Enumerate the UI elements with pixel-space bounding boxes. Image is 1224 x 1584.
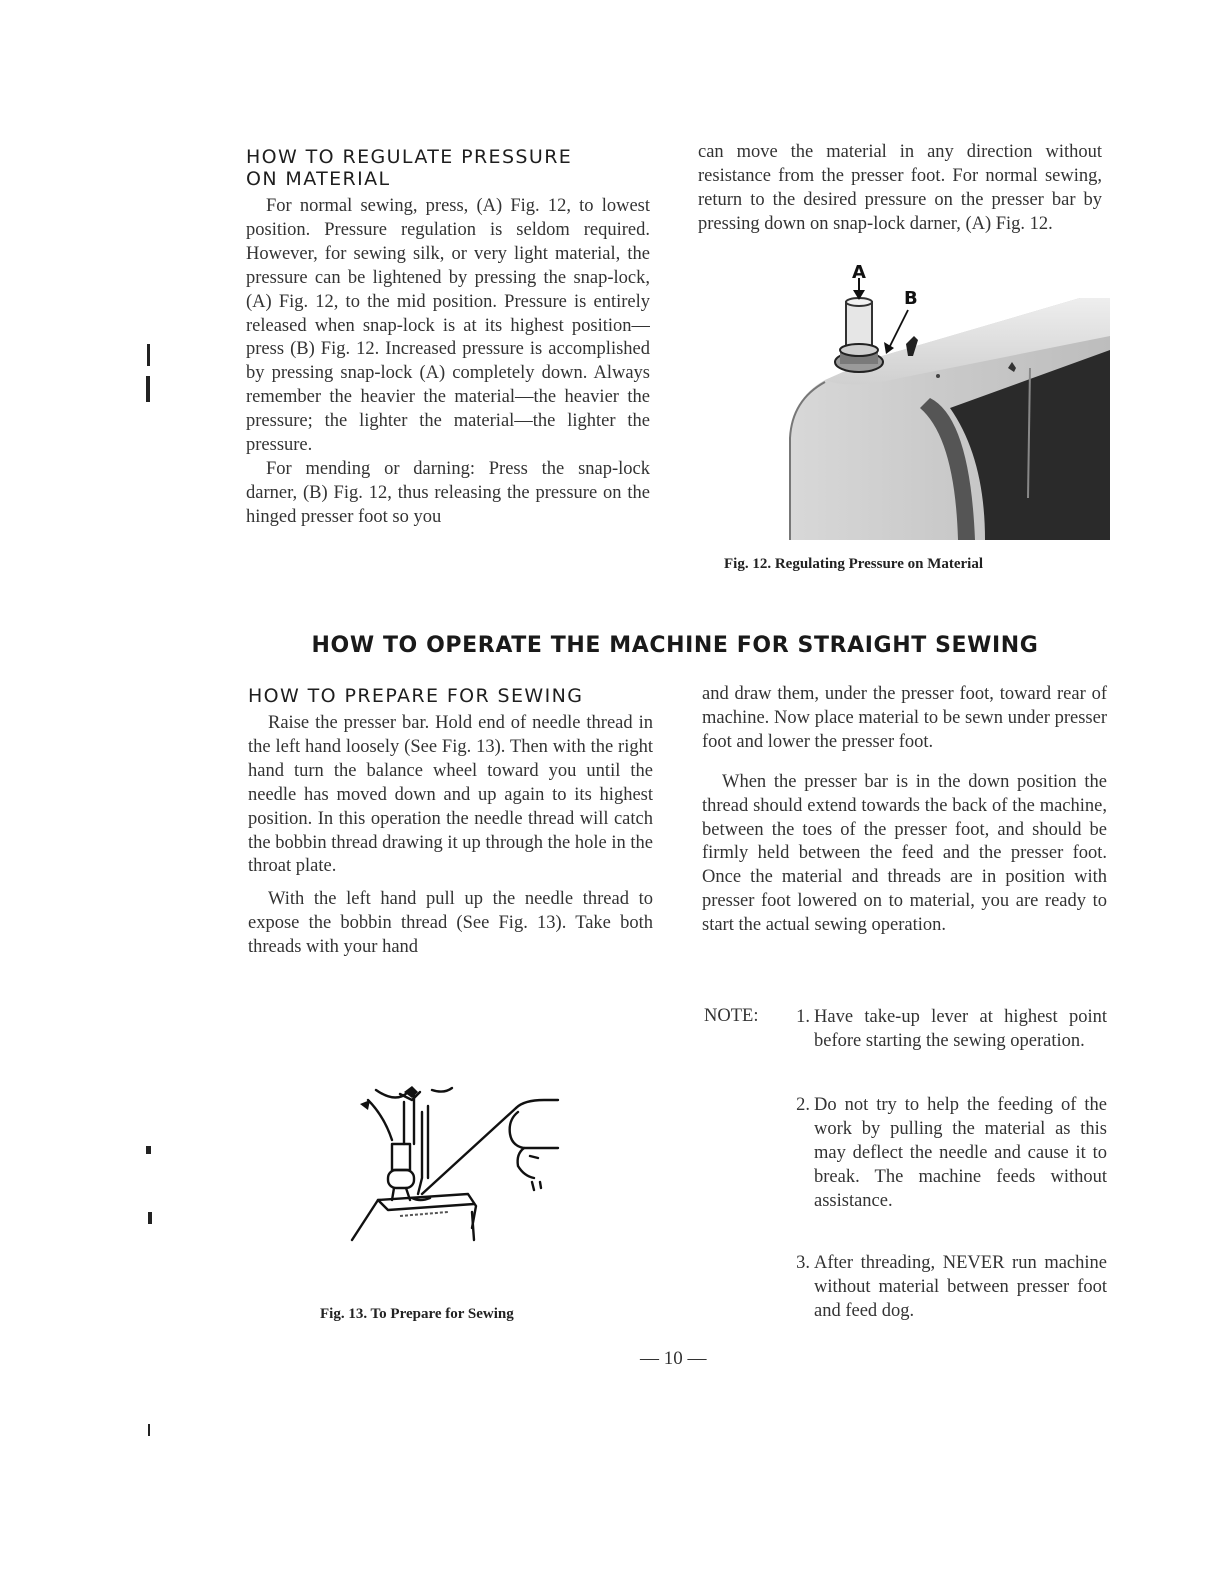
heading-line-1: HOW TO REGULATE PRESSURE — [246, 146, 573, 168]
figure-12-illustration — [780, 258, 1114, 542]
page-number: — 10 — — [640, 1348, 707, 1369]
prepare-left-column — [248, 712, 653, 960]
scan-mark-5 — [148, 1424, 150, 1436]
note-item-2-number: 2. — [796, 1095, 810, 1115]
figure-12-caption: Fig. 12. Regulating Pressure on Material — [724, 556, 983, 572]
section-heading-regulate-pressure — [246, 146, 572, 190]
regulate-pressure-right-column — [698, 141, 1102, 237]
note-item-1-number: 1. — [796, 1007, 810, 1027]
heading-line-2: ON MATERIAL — [246, 168, 391, 190]
figure-12-label-a: A — [852, 262, 866, 283]
note-item-3-number: 3. — [796, 1253, 810, 1273]
regulate-pressure-paragraph-2-cont: can move the material in any direction without resistance from the presser foot. For normal sewing, return to the desired pressure on the presser bar by pressing down on snap-lock darner, (A) Fig. 12. — [698, 142, 1102, 234]
main-section-title: HOW TO OPERATE THE MACHINE FOR STRAIGHT SEWING — [311, 633, 1039, 658]
figure-12-label-b: B — [904, 288, 918, 309]
regulate-pressure-left-column — [246, 195, 650, 577]
note-item-1-text: Have take-up lever at highest point before starting the sewing operation. — [814, 1007, 1107, 1051]
note-label: NOTE: — [704, 1006, 759, 1026]
regulate-pressure-paragraph-2-start: For mending or darning: Press the snap-lock darner, (B) Fig. 12, thus releasing the pressure on the hinged presser foot so you — [246, 458, 650, 527]
scan-mark-3 — [146, 1146, 151, 1154]
scan-mark-1 — [147, 344, 150, 366]
scan-mark-2 — [146, 376, 150, 402]
prepare-paragraph-3: When the presser bar is in the down position the thread should extend towards the back of the machine, between the toes of the presser foot, and should be firmly held between the feed and the presser foot. Once the material and threads are in position with presser foot lowered on to material, you are ready to start the actual sewing operation. — [702, 771, 1107, 936]
note-item-2-text: Do not try to help the feeding of the work by pulling the material as this may deflect the needle and cause it to break. The machine feeds without assistance. — [814, 1095, 1107, 1211]
note-item-3-text: After threading, NEVER run machine without material between presser foot and feed dog. — [814, 1253, 1107, 1321]
prepare-heading-text: HOW TO PREPARE FOR SEWING — [248, 685, 584, 707]
prepare-right-column — [702, 683, 1107, 938]
scan-mark-4 — [148, 1212, 152, 1224]
prepare-paragraph-2-start: With the left hand pull up the needle thread to expose the bobbin thread (See Fig. 13). Take both threads with your hand — [248, 889, 653, 958]
prepare-paragraph-2-cont: and draw them, under the presser foot, toward rear of machine. Now place material to be sewn under presser foot and lower the presser foot. — [702, 684, 1107, 752]
figure-13-caption: Fig. 13. To Prepare for Sewing — [320, 1306, 514, 1322]
figure-13-illustration — [348, 1082, 564, 1246]
prepare-paragraph-1: Raise the presser bar. Hold end of needle thread in the left hand loosely (See Fig. 13). Then with the right hand turn the balance wheel toward you until the needle has moved down and up again to its highest position. In this operation the needle thread will catch the bobbin thread drawing it up through the hole in the throat plate. — [248, 713, 653, 877]
section-heading-prepare-sewing — [248, 685, 583, 707]
regulate-pressure-paragraph-1: For normal sewing, press, (A) Fig. 12, to lowest position. Pressure regulation is seldom required. However, for sewing silk, or very light material, the pressure can be lightened by pressing the snap-lock, (A) Fig. 12, to the mid position. Pressure is entirely released when snap-lock is at its highest position—press (B) Fig. 12. Increased pressure is accomplished by pressing snap-lock (A) completely down. Always remember the heavier the material—the heavier the pressure; the lighter the material—the lighter the pressure. — [246, 196, 650, 456]
